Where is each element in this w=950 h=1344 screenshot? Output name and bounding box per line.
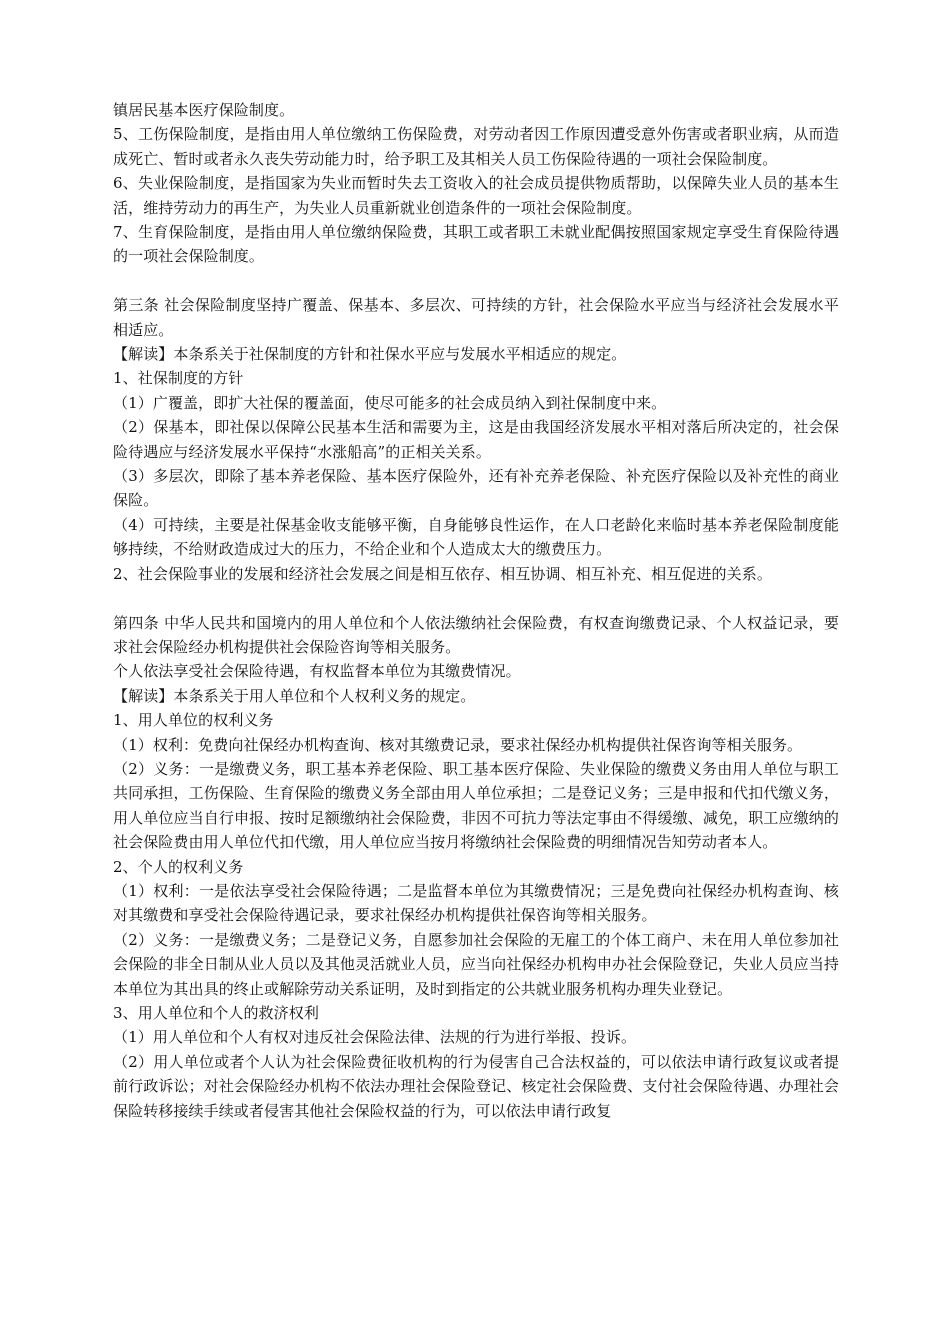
paragraph: 6、失业保险制度，是指国家为失业而暂时失去工资收入的社会成员提供物质帮助，以保障失业人员的基本生活，维持劳动力的再生产，为失业人员重新就业创造条件的一项社会保险制度。 — [113, 174, 839, 217]
paragraph: 【解读】本条系关于社保制度的方针和社保水平应与发展水平相适应的规定。 — [113, 345, 627, 364]
paragraph: 个人依法享受社会保险待遇，有权监督本单位为其缴费情况。 — [113, 662, 521, 681]
document-body — [113, 98, 839, 1123]
paragraph: 2、个人的权利义务 — [113, 857, 244, 876]
paragraph-spacer — [113, 269, 839, 293]
paragraph: （1）权利：免费向社保经办机构查询、核对其缴费记录，要求社保经办机构提供社保咨询等相关服务。 — [113, 735, 803, 754]
paragraph: （3）多层次，即除了基本养老保险、基本医疗保险外，还有补充养老保险、补充医疗保险以及补充性的商业保险。 — [113, 467, 839, 510]
paragraph: 3、用人单位和个人的救济权利 — [113, 1004, 319, 1022]
paragraph: 7、生育保险制度，是指由用人单位缴纳保险费，其职工或者职工未就业配偶按照国家规定享受生育保险待遇的一项社会保险制度。 — [113, 223, 839, 266]
paragraph: （2）用人单位或者个人认为社会保险费征收机构的行为侵害自己合法权益的，可以依法申请行政复议或者提前行政诉讼；对社会保险经办机构不依法办理社会保险登记、核定社会保险费、支付社会保险待遇、办理社会保险转移接续手续或者侵害其他社会保险权益的行为，可以依法申请行政复 — [113, 1052, 839, 1120]
paragraph: （1）广覆盖，即扩大社保的覆盖面，使尽可能多的社会成员纳入到社保制度中来。 — [113, 393, 667, 412]
paragraph: （4）可持续，主要是社保基金收支能够平衡，自身能够良性运作，在人口老龄化来临时基本养老保险制度能够持续，不给财政造成过大的压力，不给企业和个人造成太大的缴费压力。 — [113, 515, 839, 559]
article-heading: 第三条 社会保险制度坚持广覆盖、保基本、多层次、可持续的方针，社会保险水平应当与经济社会发展水平相适应。 — [113, 296, 839, 339]
paragraph: （2）义务：一是缴费义务，职工基本养老保险、职工基本医疗保险、失业保险的缴费义务由用人单位与职工共同承担，工伤保险、生育保险的缴费义务全部由用人单位承担；二是登记义务；三是申报和代扣代缴义务，用人单位应当自行申报、按时足额缴纳社会保险费，非因不可抗力等法定事由不得缓缴、减免，职工应缴纳的社会保险费由用人单位代扣代缴，用人单位应当按月将缴纳社会保险费的明细情况告知劳动者本人。 — [113, 759, 839, 852]
paragraph: 2、社会保险事业的发展和经济社会发展之间是相互依存、相互协调、相互补充、相互促进的关系。 — [113, 564, 772, 583]
paragraph: （1）权利：一是依法享受社会保险待遇；二是监督本单位为其缴费情况；三是免费向社保经办机构查询、核对其缴费和享受社会保险待遇记录，要求社保经办机构提供社保咨询等相关服务。 — [113, 881, 839, 925]
paragraph: （2）义务：一是缴费义务；二是登记义务，自愿参加社会保险的无雇工的个体工商户、未在用人单位参加社会保险的非全日制从业人员以及其他灵活就业人员，应当向社保经办机构申办社会保险登记，失业人员应当持本单位为其出具的终止或解除劳动关系证明，及时到指定的公共就业服务机构办理失业登记。 — [113, 930, 839, 998]
paragraph: 【解读】本条系关于用人单位和个人权利义务的规定。 — [113, 686, 476, 705]
article-heading: 第四条 中华人民共和国境内的用人单位和个人依法缴纳社会保险费，有权查询缴费记录、个人权益记录，要求社会保险经办机构提供社会保险咨询等相关服务。 — [113, 613, 839, 656]
paragraph-spacer — [113, 586, 839, 610]
paragraph: 1、社保制度的方针 — [113, 369, 244, 388]
paragraph: 5、工伤保险制度，是指由用人单位缴纳工伤保险费，对劳动者因工作原因遭受意外伤害或者职业病，从而造成死亡、暂时或者永久丧失劳动能力时，给予职工及其相关人员工伤保险待遇的一项社会保险制度。 — [113, 125, 839, 168]
paragraph: 1、用人单位的权利义务 — [113, 711, 274, 730]
paragraph: （1）用人单位和个人有权对违反社会保险法律、法规的行为进行举报、投诉。 — [113, 1028, 637, 1047]
paragraph: （2）保基本，即社保以保障公民基本生活和需要为主，这是由我国经济发展水平相对落后所决定的，社会保险待遇应与经济发展水平保持“水涨船高”的正相关关系。 — [113, 418, 839, 461]
paragraph: 镇居民基本医疗保险制度。 — [113, 101, 295, 119]
